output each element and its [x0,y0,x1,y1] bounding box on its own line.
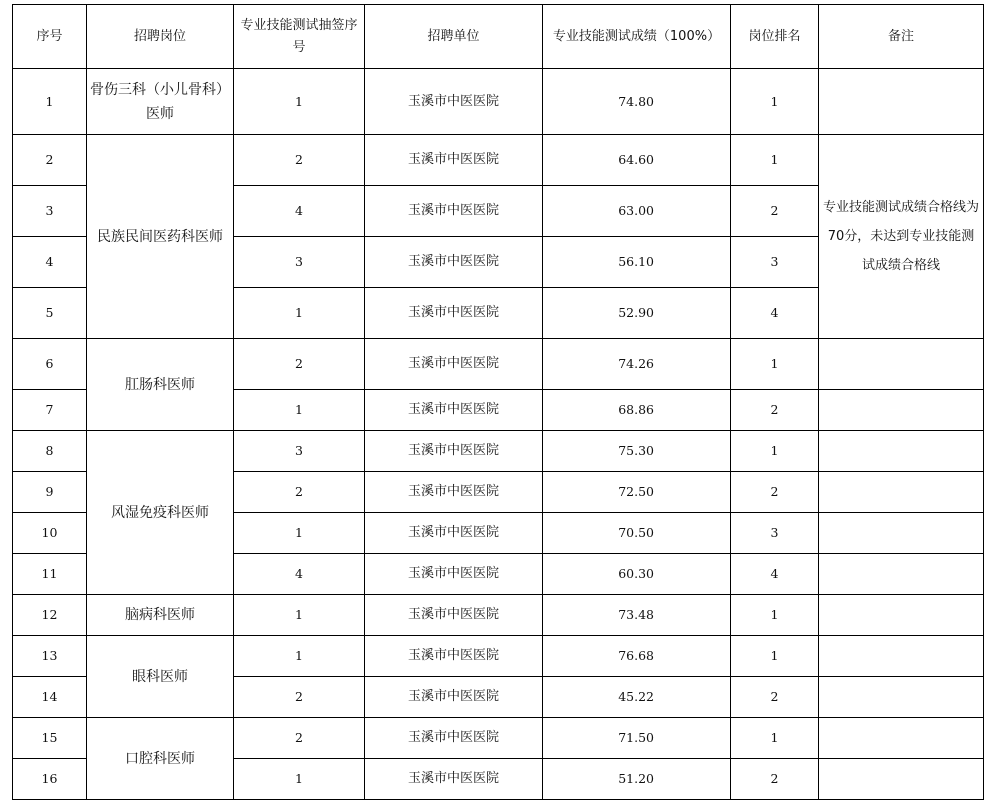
cell-no: 12 [13,595,87,636]
cell-rank: 1 [731,431,819,472]
cell-no: 10 [13,513,87,554]
cell-no: 1 [13,69,87,135]
cell-unit: 玉溪市中医医院 [365,431,543,472]
table-row [13,339,984,390]
cell-unit: 玉溪市中医医院 [365,595,543,636]
header-cell-score: 专业技能测试成绩（100%） [543,5,731,69]
cell-score: 76.68 [543,636,731,677]
cell-score: 71.50 [543,718,731,759]
cell-note-empty [819,69,984,135]
cell-no: 5 [13,288,87,339]
cell-rank: 3 [731,237,819,288]
table-row [13,135,984,186]
cell-note-empty [819,513,984,554]
header-cell-unit: 招聘单位 [365,5,543,69]
table-row [13,69,984,135]
cell-rank: 2 [731,677,819,718]
cell-draw: 1 [234,69,365,135]
cell-unit: 玉溪市中医医院 [365,718,543,759]
cell-score: 51.20 [543,759,731,800]
cell-score: 74.80 [543,69,731,135]
cell-note-empty [819,595,984,636]
cell-score: 74.26 [543,339,731,390]
cell-draw: 1 [234,390,365,431]
cell-no: 13 [13,636,87,677]
cell-rank: 4 [731,554,819,595]
cell-rank: 1 [731,135,819,186]
cell-unit: 玉溪市中医医院 [365,69,543,135]
cell-score: 72.50 [543,472,731,513]
cell-score: 68.86 [543,390,731,431]
cell-note-empty [819,431,984,472]
cell-no: 2 [13,135,87,186]
cell-rank: 4 [731,288,819,339]
cell-post: 骨伤三科（小儿骨科）医师 [87,69,234,135]
cell-score: 60.30 [543,554,731,595]
cell-post: 脑病科医师 [87,595,234,636]
table-row [13,718,984,759]
cell-rank: 2 [731,186,819,237]
cell-unit: 玉溪市中医医院 [365,135,543,186]
cell-post: 肛肠科医师 [87,339,234,431]
header-cell-draw: 专业技能测试抽签序号 [234,5,365,69]
cell-unit: 玉溪市中医医院 [365,677,543,718]
cell-rank: 2 [731,390,819,431]
cell-no: 4 [13,237,87,288]
cell-rank: 3 [731,513,819,554]
cell-unit: 玉溪市中医医院 [365,513,543,554]
header-cell-no: 序号 [13,5,87,69]
cell-unit: 玉溪市中医医院 [365,237,543,288]
cell-note-empty [819,677,984,718]
cell-draw: 1 [234,513,365,554]
cell-draw: 2 [234,718,365,759]
cell-score: 52.90 [543,288,731,339]
cell-score: 73.48 [543,595,731,636]
cell-no: 8 [13,431,87,472]
results-table [12,4,984,800]
cell-no: 9 [13,472,87,513]
table-row [13,431,984,472]
cell-no: 3 [13,186,87,237]
cell-rank: 2 [731,759,819,800]
results-table-wrapper [12,4,984,800]
cell-note-empty [819,339,984,390]
cell-draw: 2 [234,339,365,390]
cell-no: 15 [13,718,87,759]
cell-no: 14 [13,677,87,718]
cell-score: 45.22 [543,677,731,718]
cell-unit: 玉溪市中医医院 [365,554,543,595]
header-cell-note: 备注 [819,5,984,69]
cell-rank: 1 [731,636,819,677]
cell-no: 7 [13,390,87,431]
cell-draw: 1 [234,595,365,636]
cell-rank: 2 [731,472,819,513]
cell-unit: 玉溪市中医医院 [365,288,543,339]
cell-draw: 3 [234,431,365,472]
cell-draw: 4 [234,186,365,237]
header-cell-post: 招聘岗位 [87,5,234,69]
cell-draw: 3 [234,237,365,288]
cell-unit: 玉溪市中医医院 [365,186,543,237]
cell-draw: 1 [234,636,365,677]
cell-no: 16 [13,759,87,800]
cell-note-empty [819,718,984,759]
cell-score: 64.60 [543,135,731,186]
cell-draw: 2 [234,677,365,718]
cell-rank: 1 [731,339,819,390]
cell-unit: 玉溪市中医医院 [365,759,543,800]
cell-note-empty [819,472,984,513]
header-row [13,5,984,69]
cell-score: 56.10 [543,237,731,288]
cell-draw: 1 [234,759,365,800]
cell-note-empty [819,636,984,677]
cell-draw: 2 [234,472,365,513]
cell-draw: 2 [234,135,365,186]
cell-note-empty [819,759,984,800]
cell-draw: 4 [234,554,365,595]
cell-no: 6 [13,339,87,390]
cell-score: 75.30 [543,431,731,472]
cell-rank: 1 [731,595,819,636]
cell-unit: 玉溪市中医医院 [365,636,543,677]
cell-rank: 1 [731,69,819,135]
cell-note-empty [819,390,984,431]
table-row [13,636,984,677]
cell-note-empty [819,554,984,595]
cell-unit: 玉溪市中医医院 [365,390,543,431]
cell-unit: 玉溪市中医医院 [365,339,543,390]
cell-draw: 1 [234,288,365,339]
cell-post: 眼科医师 [87,636,234,718]
cell-post: 风湿免疫科医师 [87,431,234,595]
cell-score: 70.50 [543,513,731,554]
cell-unit: 玉溪市中医医院 [365,472,543,513]
cell-no: 11 [13,554,87,595]
cell-post: 口腔科医师 [87,718,234,800]
cell-rank: 1 [731,718,819,759]
cell-post: 民族民间医药科医师 [87,135,234,339]
header-cell-rank: 岗位排名 [731,5,819,69]
table-row [13,595,984,636]
cell-note: 专业技能测试成绩合格线为70分，未达到专业技能测试成绩合格线 [819,135,984,339]
cell-score: 63.00 [543,186,731,237]
